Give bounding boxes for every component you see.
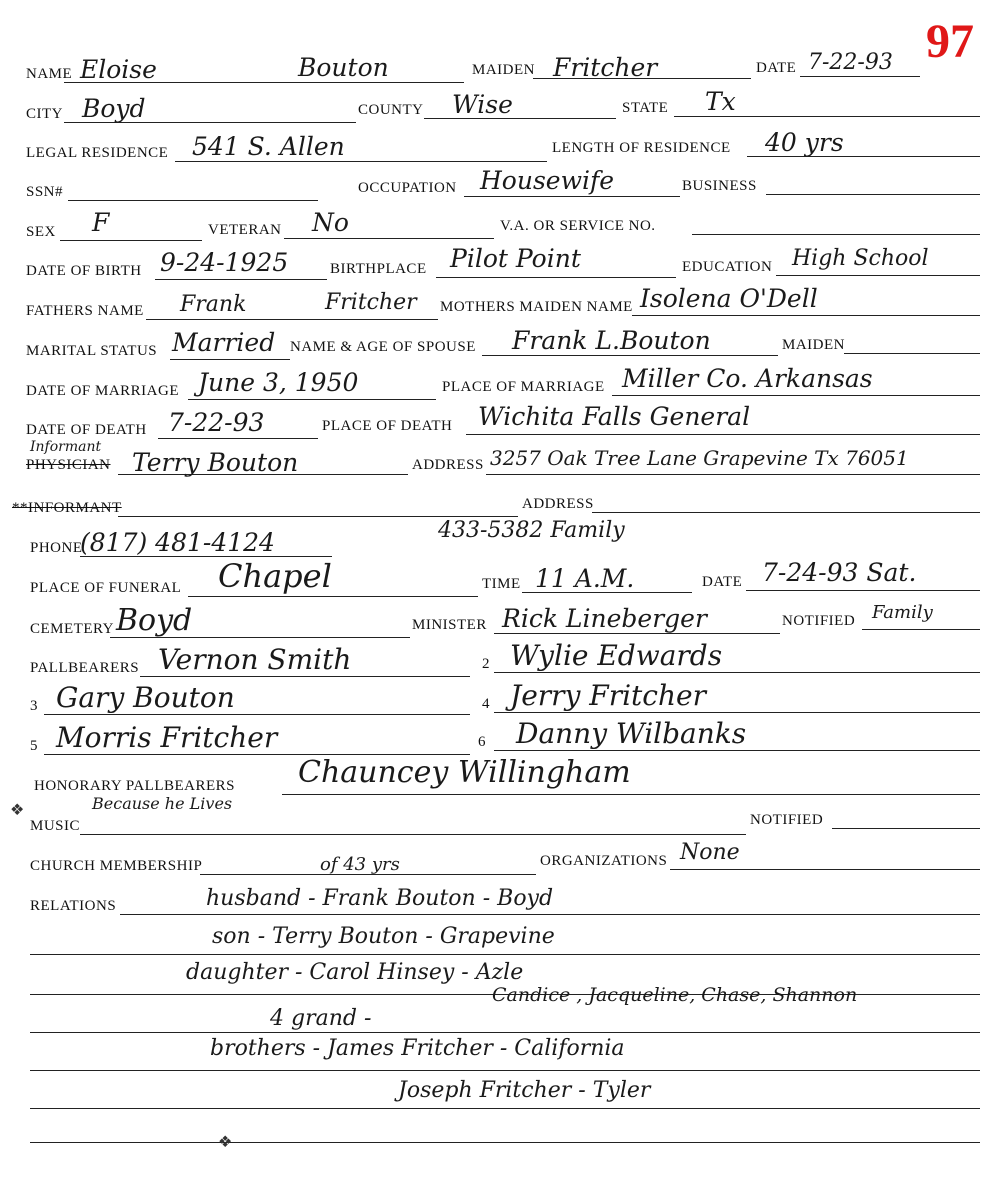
notified-value: Family	[872, 602, 933, 623]
father-first-value: Frank	[180, 292, 247, 317]
state-line	[674, 116, 980, 117]
organizations-value: None	[680, 840, 740, 865]
relations-entry-6: brothers - James Fritcher - California	[210, 1036, 625, 1061]
pallbearer-5-number: 5	[30, 738, 38, 754]
mothers-maiden-name-value: Isolena O'Dell	[640, 284, 818, 313]
relations-line-4	[30, 1032, 980, 1033]
mothers-maiden-name-line	[632, 315, 980, 316]
relations-entry-2: son - Terry Bouton - Grapevine	[212, 924, 555, 949]
marital-status-value: Married	[172, 328, 276, 357]
legal-residence-value: 541 S. Allen	[192, 132, 345, 161]
time-label: TIME	[482, 576, 521, 592]
maiden-label: MAIDEN	[472, 62, 535, 78]
informant-line	[118, 516, 518, 517]
sex-label: SEX	[26, 224, 56, 240]
funeral-date-value: 7-24-93 Sat.	[762, 558, 917, 587]
spouse-maiden-line	[844, 353, 980, 354]
city-value: Boyd	[82, 94, 146, 123]
date-of-birth-value: 9-24-1925	[160, 248, 289, 277]
relations-line-6	[30, 1108, 980, 1109]
spouse-value: Frank L.Bouton	[512, 326, 711, 355]
place-of-funeral-value: Chapel	[218, 557, 332, 595]
date-of-birth-label: DATE OF BIRTH	[26, 263, 142, 279]
occupation-value: Housewife	[480, 166, 615, 195]
length-of-residence-label: LENGTH OF RESIDENCE	[552, 140, 731, 156]
funeral-date-line	[746, 590, 980, 591]
family-phone-value: 433-5382 Family	[438, 518, 625, 543]
business-line	[766, 194, 980, 195]
relations-entry-1: husband - Frank Bouton - Boyd	[206, 886, 554, 911]
date-line	[800, 76, 920, 77]
ssn-label: SSN#	[26, 184, 64, 200]
cemetery-value: Boyd	[116, 603, 193, 638]
page-number: 97	[926, 15, 974, 68]
informant-label-text: **INFORMANT	[12, 500, 122, 516]
veteran-line	[284, 238, 494, 239]
marital-status-label: MARITAL STATUS	[26, 343, 158, 359]
pallbearer-2-line	[494, 672, 980, 673]
pallbearer-1-value: Vernon Smith	[158, 643, 352, 676]
informant-label	[12, 500, 122, 517]
sex-line	[60, 240, 202, 241]
county-label: COUNTY	[358, 102, 424, 118]
place-of-marriage-label: PLACE OF MARRIAGE	[442, 379, 605, 395]
place-of-funeral-label: PLACE OF FUNERAL	[30, 580, 182, 596]
music-notified-label: NOTIFIED	[750, 812, 824, 828]
legal-residence-line	[175, 161, 547, 162]
bottom-scribble-mark: ❖	[218, 1132, 233, 1151]
fathers-name-line	[146, 319, 438, 320]
relations-line-5	[30, 1070, 980, 1071]
state-label: STATE	[622, 100, 669, 116]
business-label: BUSINESS	[682, 178, 757, 194]
legal-residence-label: LEGAL RESIDENCE	[26, 145, 169, 161]
spouse-label: NAME & AGE OF SPOUSE	[290, 339, 476, 355]
pallbearer-4-number: 4	[482, 696, 490, 712]
mothers-maiden-name-label: MOTHERS MAIDEN NAME	[440, 299, 633, 315]
veteran-label: VETERAN	[208, 222, 282, 238]
pallbearer-4-value: Jerry Fritcher	[510, 679, 706, 712]
place-of-funeral-line	[188, 596, 478, 597]
date-of-death-value: 7-22-93	[168, 408, 265, 437]
organizations-label: ORGANIZATIONS	[540, 853, 668, 869]
date-of-birth-line	[155, 279, 327, 280]
sex-value: F	[92, 208, 110, 237]
birthplace-value: Pilot Point	[450, 244, 581, 273]
relations-entry-4: 4 grand -	[270, 1006, 372, 1031]
place-of-death-line	[466, 434, 980, 435]
veteran-value: No	[312, 208, 349, 237]
music-line	[80, 834, 746, 835]
education-value: High School	[792, 246, 929, 271]
pallbearers-label: PALLBEARERS	[30, 660, 140, 676]
pallbearer-1-line	[140, 676, 470, 677]
relations-line-2	[30, 954, 980, 955]
date-label: DATE	[756, 60, 797, 76]
phone-label: PHONE	[30, 540, 83, 556]
relations-label: RELATIONS	[30, 898, 117, 914]
scribble-mark: ❖	[10, 800, 25, 819]
fathers-name-label: FATHERS NAME	[26, 303, 144, 319]
pallbearer-2-value: Wylie Edwards	[510, 639, 723, 672]
organizations-line	[670, 869, 980, 870]
relations-line-7	[30, 1142, 980, 1143]
time-value: 11 A.M.	[535, 564, 635, 593]
honorary-pallbearers-value: Chauncey Willingham	[298, 755, 631, 790]
va-service-line	[692, 234, 980, 235]
address2-label: ADDRESS	[522, 496, 594, 512]
physician-label: PHYSICIAN	[26, 457, 111, 473]
pallbearer-2-number: 2	[482, 656, 490, 672]
place-of-death-label: PLACE OF DEATH	[322, 418, 453, 434]
first-name-value: Eloise	[80, 55, 157, 84]
relations-entry-3: daughter - Carol Hinsey - Azle	[186, 960, 524, 985]
birthplace-label: BIRTHPLACE	[330, 261, 427, 277]
marital-status-line	[170, 359, 290, 360]
occupation-label: OCCUPATION	[358, 180, 457, 196]
date-of-marriage-value: June 3, 1950	[198, 368, 359, 397]
pallbearer-6-value: Danny Wilbanks	[516, 717, 747, 750]
relations-entry-7: Joseph Fritcher - Tyler	[398, 1078, 651, 1103]
father-last-value: Fritcher	[325, 290, 417, 315]
last-name-value: Bouton	[298, 53, 389, 82]
minister-value: Rick Lineberger	[502, 604, 707, 633]
spouse-line	[482, 355, 778, 356]
place-of-marriage-value: Miller Co. Arkansas	[622, 364, 873, 393]
music-label: MUSIC	[30, 818, 81, 834]
education-line	[776, 275, 980, 276]
va-service-label: V.A. OR SERVICE NO.	[500, 218, 656, 234]
place-of-marriage-line	[612, 395, 980, 396]
notified-label: NOTIFIED	[782, 613, 856, 629]
informant-name-value: Terry Bouton	[132, 448, 299, 477]
spouse-maiden-label: MAIDEN	[782, 337, 845, 353]
pallbearer-5-value: Morris Fritcher	[56, 721, 278, 754]
address-line	[486, 474, 980, 475]
ssn-line	[68, 200, 318, 201]
music-value: Because he Lives	[92, 794, 233, 813]
minister-line	[494, 633, 780, 634]
pallbearer-3-number: 3	[30, 698, 38, 714]
phone-value: (817) 481-4124	[80, 528, 275, 557]
city-label: CITY	[26, 106, 63, 122]
date-value: 7-22-93	[808, 50, 893, 75]
music-notified-line	[832, 828, 980, 829]
church-membership-value: of 43 yrs	[320, 854, 400, 875]
address-label: ADDRESS	[412, 457, 484, 473]
county-value: Wise	[452, 90, 513, 119]
place-of-death-value: Wichita Falls General	[478, 402, 751, 431]
informant-note: Informant	[30, 439, 102, 455]
cemetery-label: CEMETERY	[30, 621, 115, 637]
maiden-value: Fritcher	[553, 53, 658, 82]
pallbearer-4-line	[494, 712, 980, 713]
honorary-pallbearers-line	[282, 794, 980, 795]
minister-label: MINISTER	[412, 617, 487, 633]
date-of-death-label: DATE OF DEATH	[26, 422, 147, 438]
notified-line	[862, 629, 980, 630]
informant-address-value: 3257 Oak Tree Lane Grapevine Tx 76051	[490, 446, 909, 470]
pallbearer-3-value: Gary Bouton	[56, 681, 235, 714]
pallbearer-3-line	[44, 714, 470, 715]
date-of-death-line	[158, 438, 318, 439]
length-of-residence-value: 40 yrs	[765, 128, 844, 157]
education-label: EDUCATION	[682, 259, 773, 275]
relations-line-1	[120, 914, 980, 915]
church-membership-label: CHURCH MEMBERSHIP	[30, 858, 203, 874]
state-value: Tx	[705, 87, 736, 116]
name-label: NAME	[26, 66, 73, 82]
date-of-marriage-line	[188, 399, 436, 400]
address2-line	[592, 512, 980, 513]
honorary-pallbearers-label: HONORARY PALLBEARERS	[34, 778, 236, 794]
date-of-marriage-label: DATE OF MARRIAGE	[26, 383, 180, 399]
pallbearer-6-number: 6	[478, 734, 486, 750]
pallbearer-6-line	[494, 750, 980, 751]
birthplace-line	[436, 277, 676, 278]
occupation-line	[464, 196, 680, 197]
funeral-date-label: DATE	[702, 574, 743, 590]
relations-entry-5: Candice , Jacqueline, Chase, Shannon	[492, 984, 858, 1006]
